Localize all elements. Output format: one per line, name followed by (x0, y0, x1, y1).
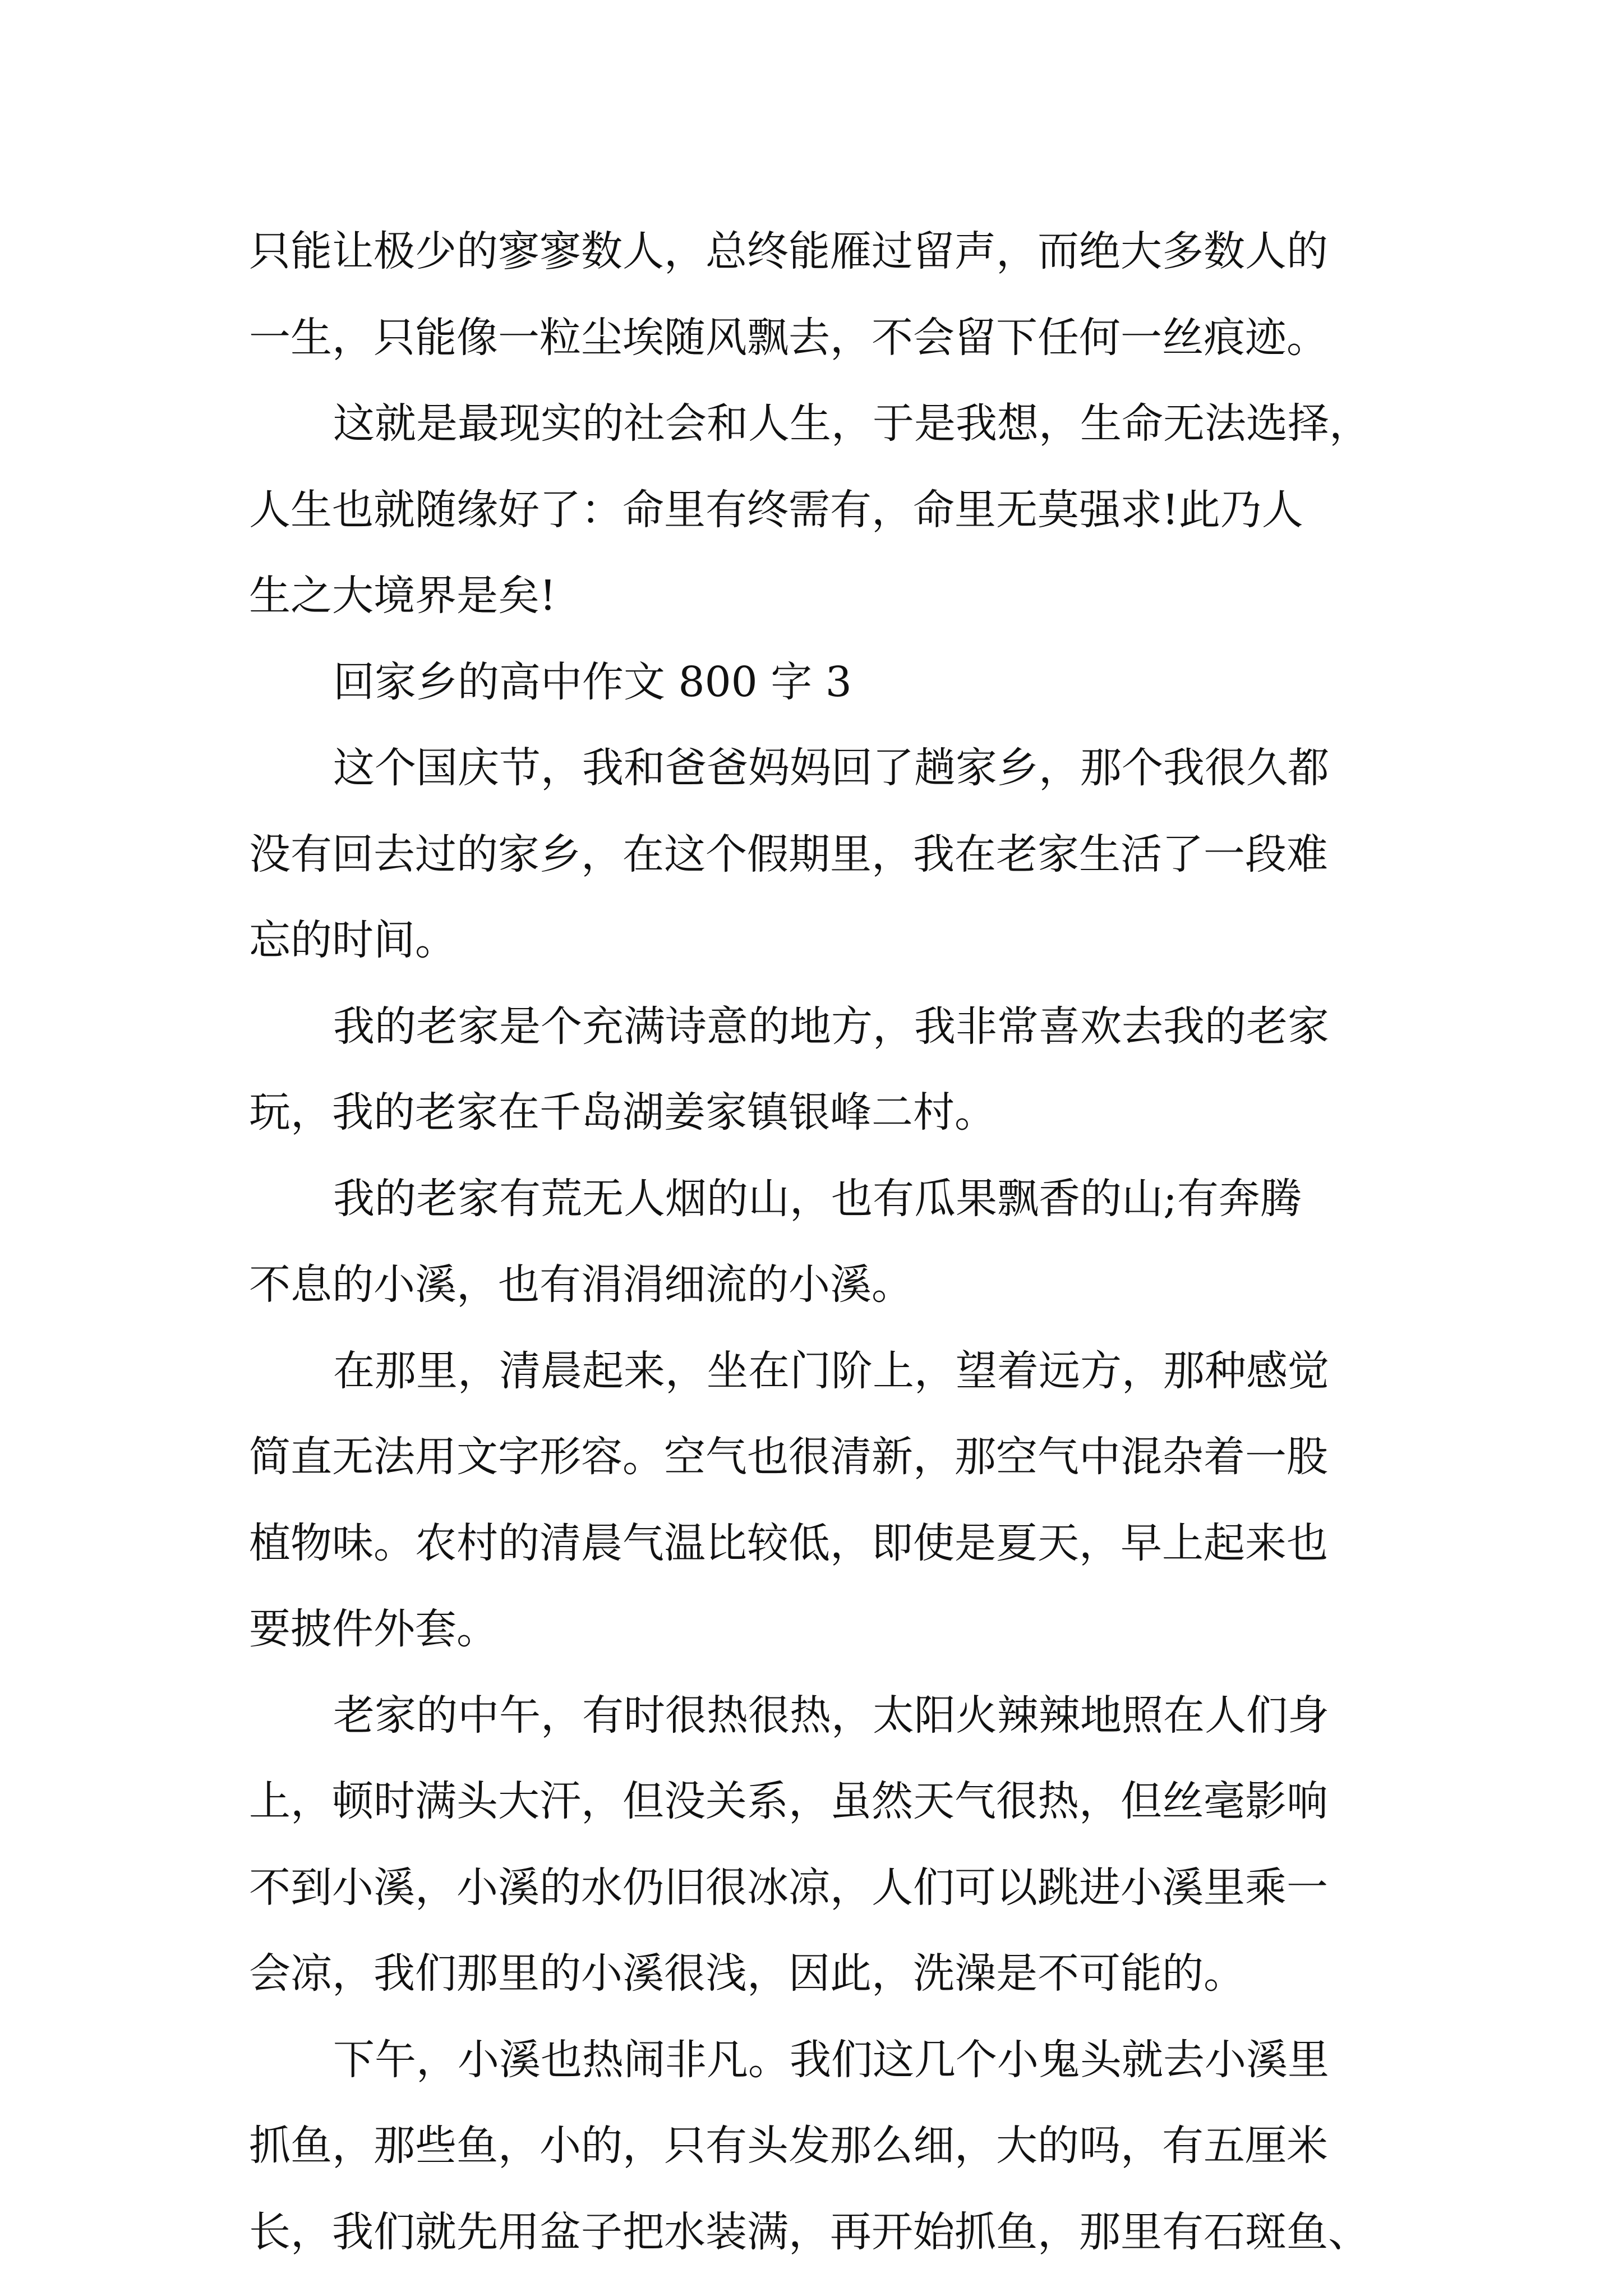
paragraph-start-line: 这个国庆节，我和爸爸妈妈回了趟家乡，那个我很久都 (333, 744, 1329, 792)
text-line: 要披件外套。 (249, 1605, 498, 1653)
paragraph-start-line: 我的老家有荒无人烟的山，也有瓜果飘香的山;有奔腾 (333, 1174, 1302, 1223)
text-line: 会凉，我们那里的小溪很浅，因此，洗澡是不可能的。 (249, 1949, 1245, 1998)
text-line: 玩，我的老家在千岛湖姜家镇银峰二村。 (249, 1088, 996, 1137)
section-heading: 回家乡的高中作文 800 字 3 (333, 657, 852, 706)
text-line: 长，我们就先用盆子把水装满，再开始抓鱼，那里有石斑鱼、 (249, 2207, 1370, 2256)
paragraph-start-line: 这就是最现实的社会和人生，于是我想，生命无法选择， (333, 399, 1371, 448)
text-line: 抓鱼，那些鱼，小的，只有头发那么细，大的吗，有五厘米 (249, 2122, 1328, 2170)
text-line: 忘的时间。 (249, 916, 457, 964)
text-line: 不息的小溪，也有涓涓细流的小溪。 (249, 1260, 913, 1309)
text-line: 上，顿时满头大汗，但没关系，虽然天气很热，但丝毫影响 (249, 1777, 1328, 1825)
text-line: 生之大境界是矣! (249, 572, 556, 620)
text-line: 只能让极少的寥寥数人，总终能雁过留声，而绝大多数人的 (249, 227, 1328, 275)
paragraph-start-line: 我的老家是个充满诗意的地方，我非常喜欢去我的老家 (333, 1002, 1329, 1051)
text-line: 没有回去过的家乡，在这个假期里，我在老家生活了一段难 (249, 830, 1328, 878)
paragraph-start-line: 老家的中午，有时很热很热，太阳火辣辣地照在人们身 (333, 1691, 1329, 1740)
paragraph-start-line: 下午，小溪也热闹非凡。我们这几个小鬼头就去小溪里 (333, 2035, 1329, 2084)
text-line: 不到小溪，小溪的水仍旧很冰凉，人们可以跳进小溪里乘一 (249, 1863, 1328, 1912)
paragraph-start-line: 在那里，清晨起来，坐在门阶上，望着远方，那种感觉 (333, 1346, 1329, 1395)
text-line: 一生，只能像一粒尘埃随风飘去，不会留下任何一丝痕迹。 (249, 313, 1328, 362)
text-line: 人生也就随缘好了：命里有终需有，命里无莫强求!此乃人 (249, 485, 1303, 534)
document-body (249, 209, 1387, 2275)
text-line: 简直无法用文字形容。空气也很清新，那空气中混杂着一股 (249, 1433, 1328, 1481)
text-line: 植物味。农村的清晨气温比较低，即使是夏天，早上起来也 (249, 1519, 1328, 1567)
